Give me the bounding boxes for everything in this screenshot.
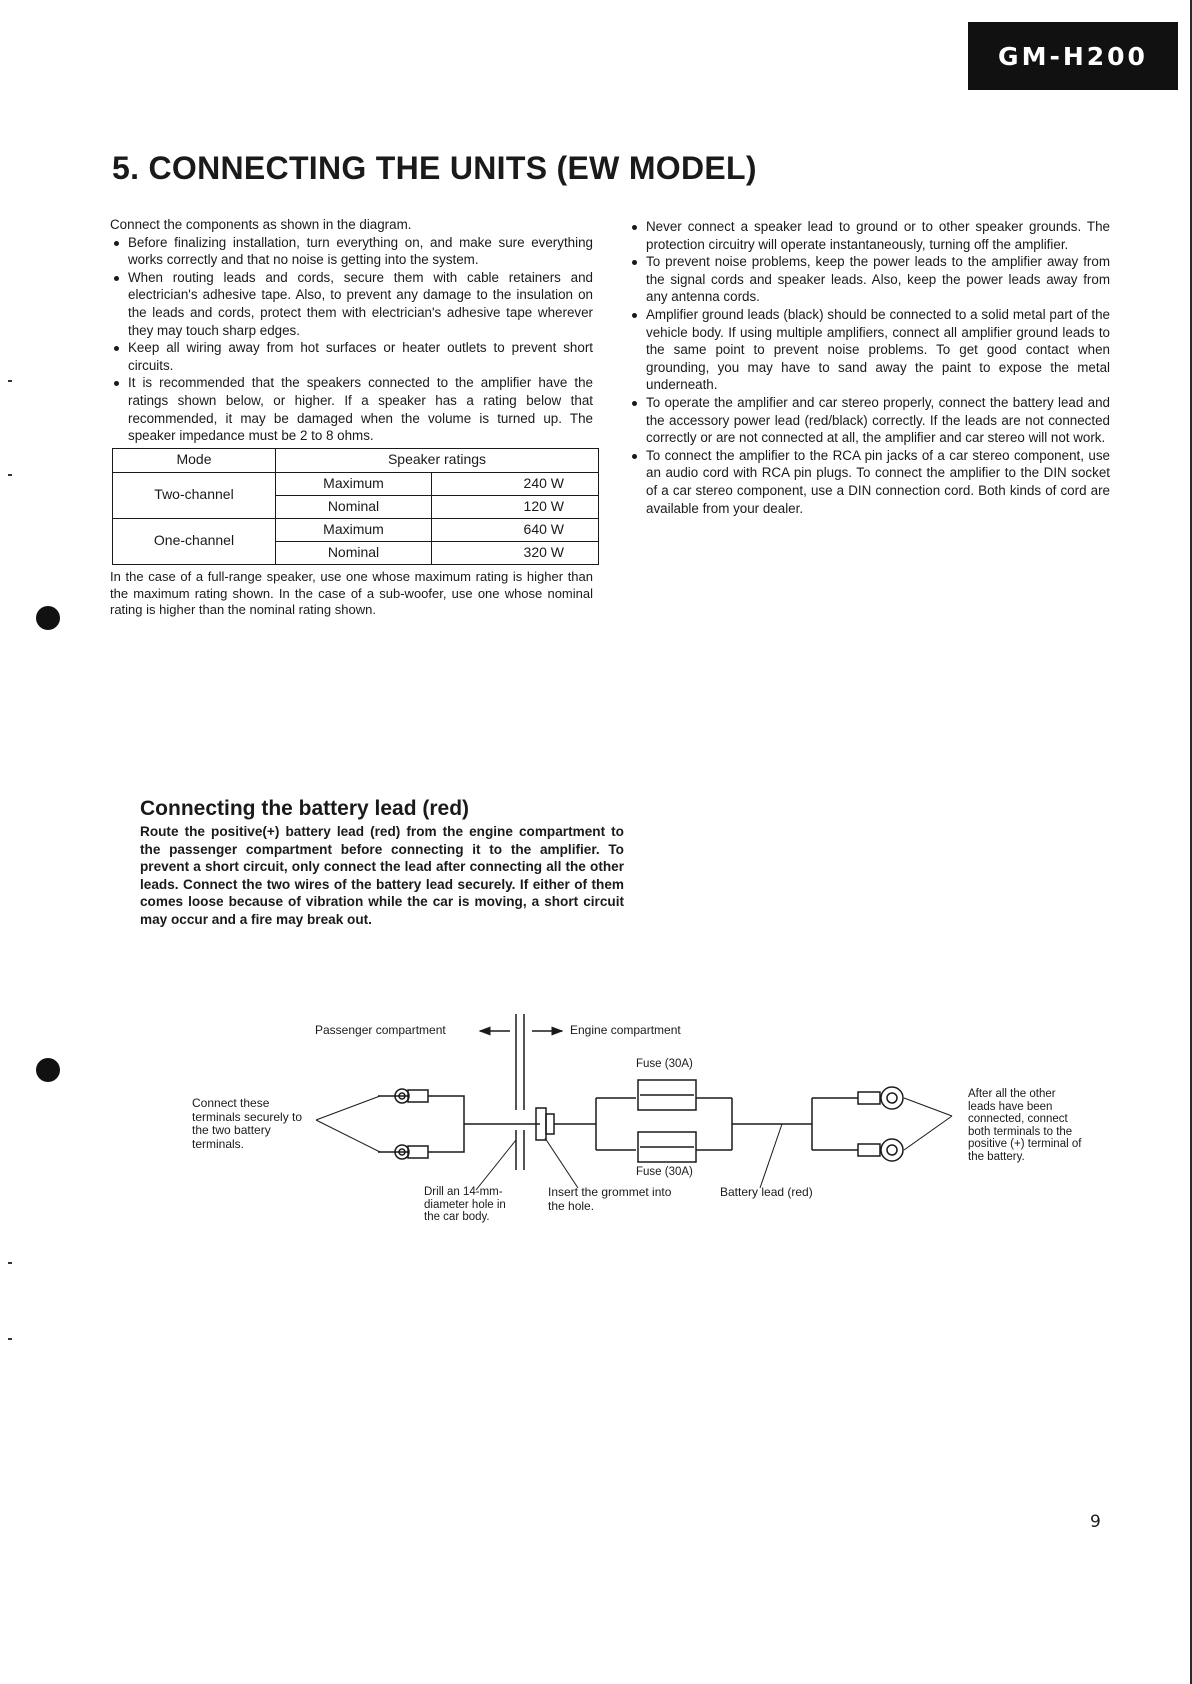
table-cell-label: Nominal [276, 495, 432, 518]
table-cell-mode: Two-channel [113, 472, 276, 518]
list-item: Before finalizing installation, turn everything on, and make sure everything works correctly and that no noise is getting into the system. [110, 234, 593, 269]
list-item: To operate the amplifier and car stereo properly, connect the battery lead and the accessory power lead (red/black) correctly. If the leads are not connected correctly or are not connected at all, the amplifier and car stereo will not work. [628, 394, 1110, 447]
intro-text: Connect the components as shown in the diagram. [110, 217, 412, 232]
list-item: To prevent noise problems, keep the power leads to the amplifier away from the signal cords and speaker leads. Also, keep the power leads away from any antenna cords. [628, 253, 1110, 306]
right-terminal-callout: After all the other leads have been connected, connect both terminals to the positive (+) terminal of the battery. [968, 1088, 1082, 1163]
leader-line [316, 1096, 380, 1120]
leader-line [904, 1116, 952, 1150]
battery-section-body: Route the positive(+) battery lead (red) from the engine compartment to the passenger compartment before connecting it to the amplifier. To prevent a short circuit, only connect the lead after connecting all the other leads. Connect the two wires of the battery lead securely. If either of them comes loose because of vibration while the car is moving, a short circuit may occur and a fire may break out. [140, 824, 624, 927]
right-wire [812, 1098, 858, 1150]
table-cell-mode: One-channel [113, 518, 276, 564]
list-item: Never connect a speaker lead to ground or to other speaker grounds. The protection circuitry will operate instantaneously, turning off the amplifier. [628, 218, 1110, 253]
drill-hole-label: Drill an 14-mm-diameter hole in the car body. [424, 1186, 506, 1223]
table-cell-value: 120 W [432, 495, 599, 518]
battery-section-heading: Connecting the battery lead (red) [140, 797, 470, 820]
leader-line [476, 1140, 516, 1190]
page-title: 5. CONNECTING THE UNITS (EW MODEL) [112, 150, 757, 186]
list-item: Keep all wiring away from hot surfaces or heater outlets to prevent short circuits. [110, 339, 593, 374]
model-badge: GM-H200 [968, 22, 1178, 90]
list-item: Amplifier ground leads (black) should be connected to a solid metal part of the vehicle body. If using multiple amplifiers, connect all amplifier ground leads to the same point to prevent noise problems. To get good contact when grounding, you may have to sand away the paint to expose the metal underneath. [628, 306, 1110, 394]
page-number: 9 [1090, 1512, 1101, 1532]
list-item: To connect the amplifier to the RCA pin jacks of a car stereo component, use an audio cord with RCA pin plugs. To connect the amplifier to the DIN socket of a car stereo component, use a DIN connection cord. Both kinds of cord are available from your dealer. [628, 447, 1110, 517]
ring-terminal-right-bottom [858, 1139, 903, 1161]
table-header-mode: Mode [113, 448, 276, 472]
table-cell-label: Maximum [276, 518, 432, 541]
left-terminal-callout: Connect these terminals securely to the two battery terminals. [192, 1096, 303, 1151]
ratings-note: In the case of a full-range speaker, use one whose maximum rating is higher than the maximum rating shown. In the case of a sub-woofer, use one whose nominal rating is higher than the nominal rating shown. [110, 568, 593, 618]
grommet-label: Insert the grommet into the hole. [548, 1185, 672, 1213]
leader-line [904, 1098, 952, 1116]
ring-terminal-top [378, 1089, 428, 1103]
passenger-compartment-label: Passenger compartment [315, 1023, 446, 1037]
table-cell-label: Nominal [276, 541, 432, 564]
ring-terminal-right-top [858, 1087, 903, 1109]
table-header-ratings: Speaker ratings [276, 448, 599, 472]
table-cell-value: 320 W [432, 541, 599, 564]
ring-terminal-bottom [378, 1145, 428, 1159]
fuse-top [638, 1080, 696, 1110]
fuse-wire [596, 1098, 636, 1150]
table-cell-label: Maximum [276, 472, 432, 495]
fuse-bottom-label: Fuse (30A) [636, 1166, 693, 1178]
leader-line [316, 1120, 380, 1152]
fuse-bottom [638, 1132, 696, 1162]
battery-lead-label: Battery lead (red) [720, 1185, 813, 1199]
leader-line [545, 1138, 578, 1188]
engine-compartment-label: Engine compartment [570, 1023, 681, 1037]
table-cell-value: 640 W [432, 518, 599, 541]
table-cell-value: 240 W [432, 472, 599, 495]
leader-line [760, 1124, 782, 1188]
left-wire [428, 1096, 464, 1152]
list-item: It is recommended that the speakers connected to the amplifier have the ratings shown below, or higher. If a speaker has a rating below that recommended, it may be damaged when the volume is turned up. The speaker impedance must be 2 to 8 ohms. [110, 374, 593, 444]
fuse-wire [696, 1098, 732, 1150]
list-item: When routing leads and cords, secure them with cable retainers and electrician's adhesive tape. Also, to prevent any damage to the insulation on the leads and cords, protect them with electrician's adhesive tape wherever they may touch sharp edges. [110, 269, 593, 339]
fuse-top-label: Fuse (30A) [636, 1058, 693, 1070]
